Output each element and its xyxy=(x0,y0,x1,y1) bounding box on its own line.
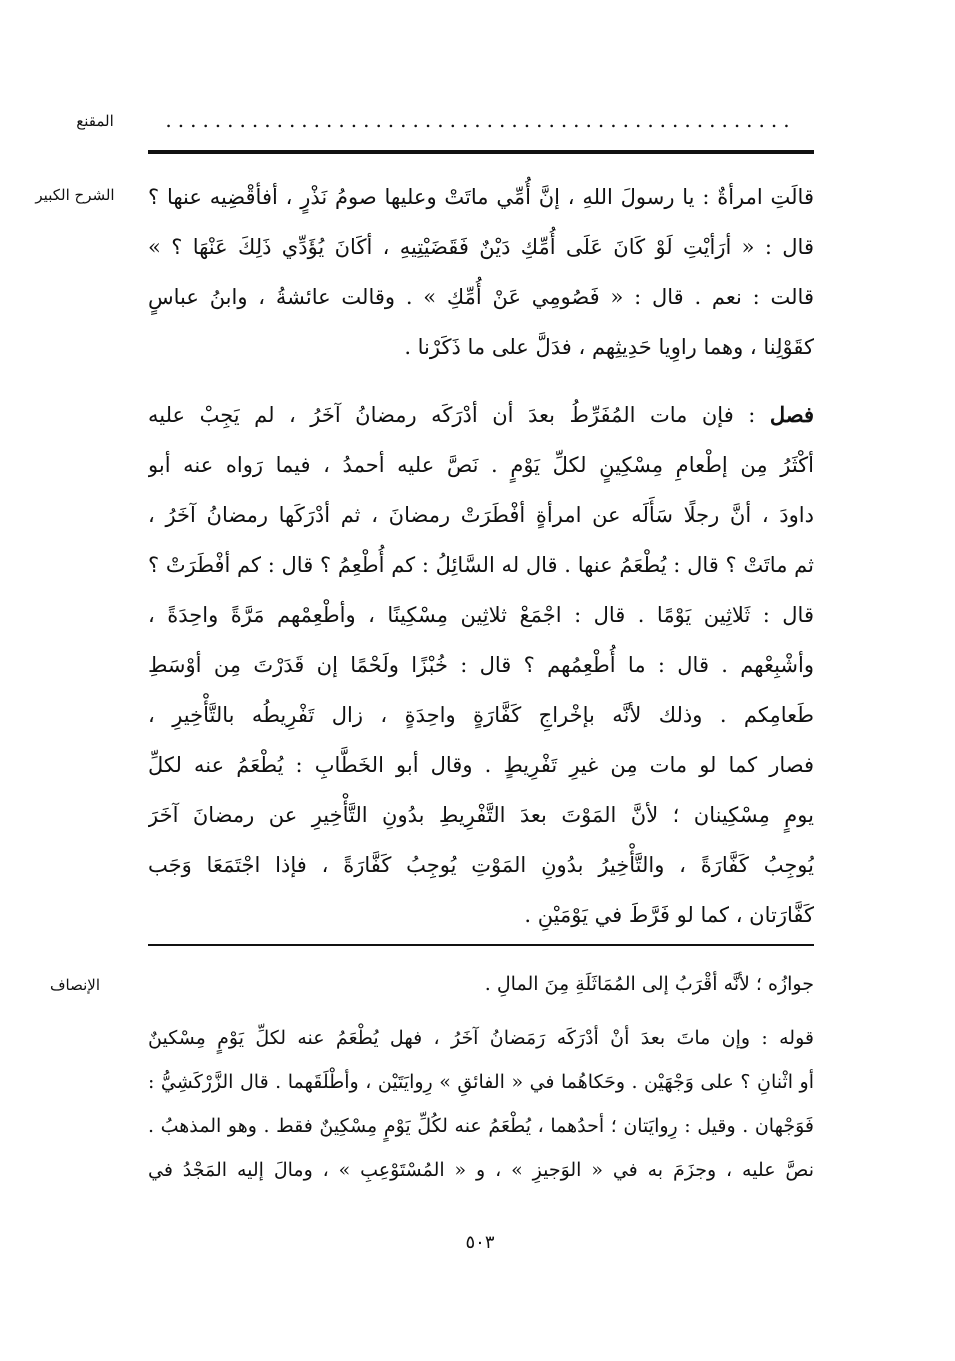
header-rule xyxy=(148,150,814,154)
text-line: كقَوْلِنا ، وهما راوِيا حَدِيثِهم ، فدَلَّ على ما ذَكَرْنا . xyxy=(404,335,814,359)
header-dot-leader: ................................................... xyxy=(165,108,796,132)
fasl-first-line xyxy=(148,390,814,440)
text-line: داودَ ، أنَّ رجلًا سَأَلَه عن امرأةٍ أفْطَرَتْ رمضانَ ، ثم أدْرَكَها رمضانُ آخَرُ ، xyxy=(148,503,814,527)
text-line: وأشْبِعْهم . قال : ما أُطْعِمُهم ؟ قال : خُبْزًا ولَحْمًا إن قَدَرْتَ مِن أوْسَطِ xyxy=(148,653,814,677)
text-line: نصَّ عليه ، وجزَمَ به في « الوَجيزِ » ، و « المُسْتَوْعِبِ » ، ومالَ إليه المَجْدُ في xyxy=(148,1159,814,1181)
text-line: أكْثَرُ مِن إطْعامِ مِسْكِينٍ لكلِّ يَوْمٍ . نَصَّ عليه أحمدُ ، فيما رَواه عنه أبو xyxy=(148,453,814,477)
text-line: جوازُه ؛ لأنَّه أقْرَبُ إلى المُمَاثَلَةِ مِنَ المالِ . xyxy=(484,973,814,995)
text-line: ثم ماتَتْ ؟ قال : يُطْعَمُ عنها . قال له السَّائِلُ : كم أُطْعِمُ ؟ قال : كم أفْطَرَتْ ؟ xyxy=(148,553,814,577)
text-line: فصار كما لو مات مِن غيرِ تَفْرِيطٍ . وقال أبو الخَطَّابِ : يُطْعَمُ عنه لكلِّ xyxy=(148,753,814,777)
text-line: فَوَجْهان . وقيل : رِوايَتان ؛ أحدُهما ، يُطْعَمُ عنه لكُلِّ يَوْمٍ مِسْكِينٌ فقط . وهو المذهبُ . xyxy=(148,1115,814,1137)
text-line: قالت : نعم . قال : « فَصُومِي عَنْ أُمِّكِ » . وقالت عائشةُ ، وابنُ عباسٍ xyxy=(148,285,814,309)
text-line: طَعامِكم . وذلك لأنَّه بإخْراجِ كَفَّارَةٍ واحِدَةٍ ، زال تَفْرِيطُه بالتَّأْخِيرِ ، xyxy=(148,703,814,727)
text-line: يُوجِبُ كَفَّارَةً ، والتَّأْخِيرُ بدُونِ المَوْتِ يُوجِبُ كَفَّارَةً ، فإذا اجْتَمَعَا وَجَب xyxy=(148,853,814,877)
insaf-text-block xyxy=(148,962,814,1192)
text-line: أو اثْنانِ ؟ على وَجْهَيْن . وحَكاهُما في « الفائقِ » رِوايَتَيْن ، وأطْلَقَهما . قال الزَّرْكَشِيُّ : xyxy=(148,1071,814,1093)
text-line: قالَتِ امرأةٌ : يا رسولَ اللهِ ، إنَّ أُمِّي ماتَتْ وعليها صومُ نَذْرٍ ، أفأقْضِيه عنها ؟ xyxy=(148,185,814,209)
text-line: قال : « أرَأيْتِ لَوْ كَانَ عَلَى أُمِّكِ دَيْنٌ فَقَضَيْتِيهِ ، أكَانَ يُؤَدِّي ذَلِكَ عَنْهَا ؟ » xyxy=(148,235,814,259)
margin-label-sharh: الشرح الكبير xyxy=(35,186,115,204)
margin-label-insaf: الإنصاف xyxy=(49,976,101,994)
text-line: يومٍ مِسْكِينان ؛ لأنَّ المَوْتَ بعدَ التَّفْرِيطِ بدُونِ التَّأْخِيرِ عن رمضانَ آخَرَ xyxy=(148,803,814,827)
fasl-first-line-text: : فإن مات المُفَرِّطُ بعدَ أن أدْرَكَه رمضانُ آخَرُ ، لم يَجِبْ عليه xyxy=(148,403,756,427)
text-line: كَفَّارَتان ، كما لو فَرَّطَ في يَوْمَيْنِ . xyxy=(524,903,814,927)
text-line: قال : ثَلاثِين يَوْمًا . قال : اجْمَعْ ثلاثِين مِسْكِينًا ، وأطْعِمْهم مَرَّةً واحِدَةً ، xyxy=(148,603,814,627)
page-number: ٥٠٣ xyxy=(465,1232,495,1253)
text-line: قوله : وإن ماتَ بعدَ أنْ أدْرَكَه رَمَضانُ آخَرُ ، فهل يُطْعَمُ عنه لكلِّ يَوْمٍ مِسْكينٌ xyxy=(148,1027,814,1049)
section-divider xyxy=(148,944,814,946)
sharh-text-block xyxy=(148,172,814,940)
fasl-heading: فصل xyxy=(769,402,814,427)
running-header-title: المقنع xyxy=(76,112,114,130)
